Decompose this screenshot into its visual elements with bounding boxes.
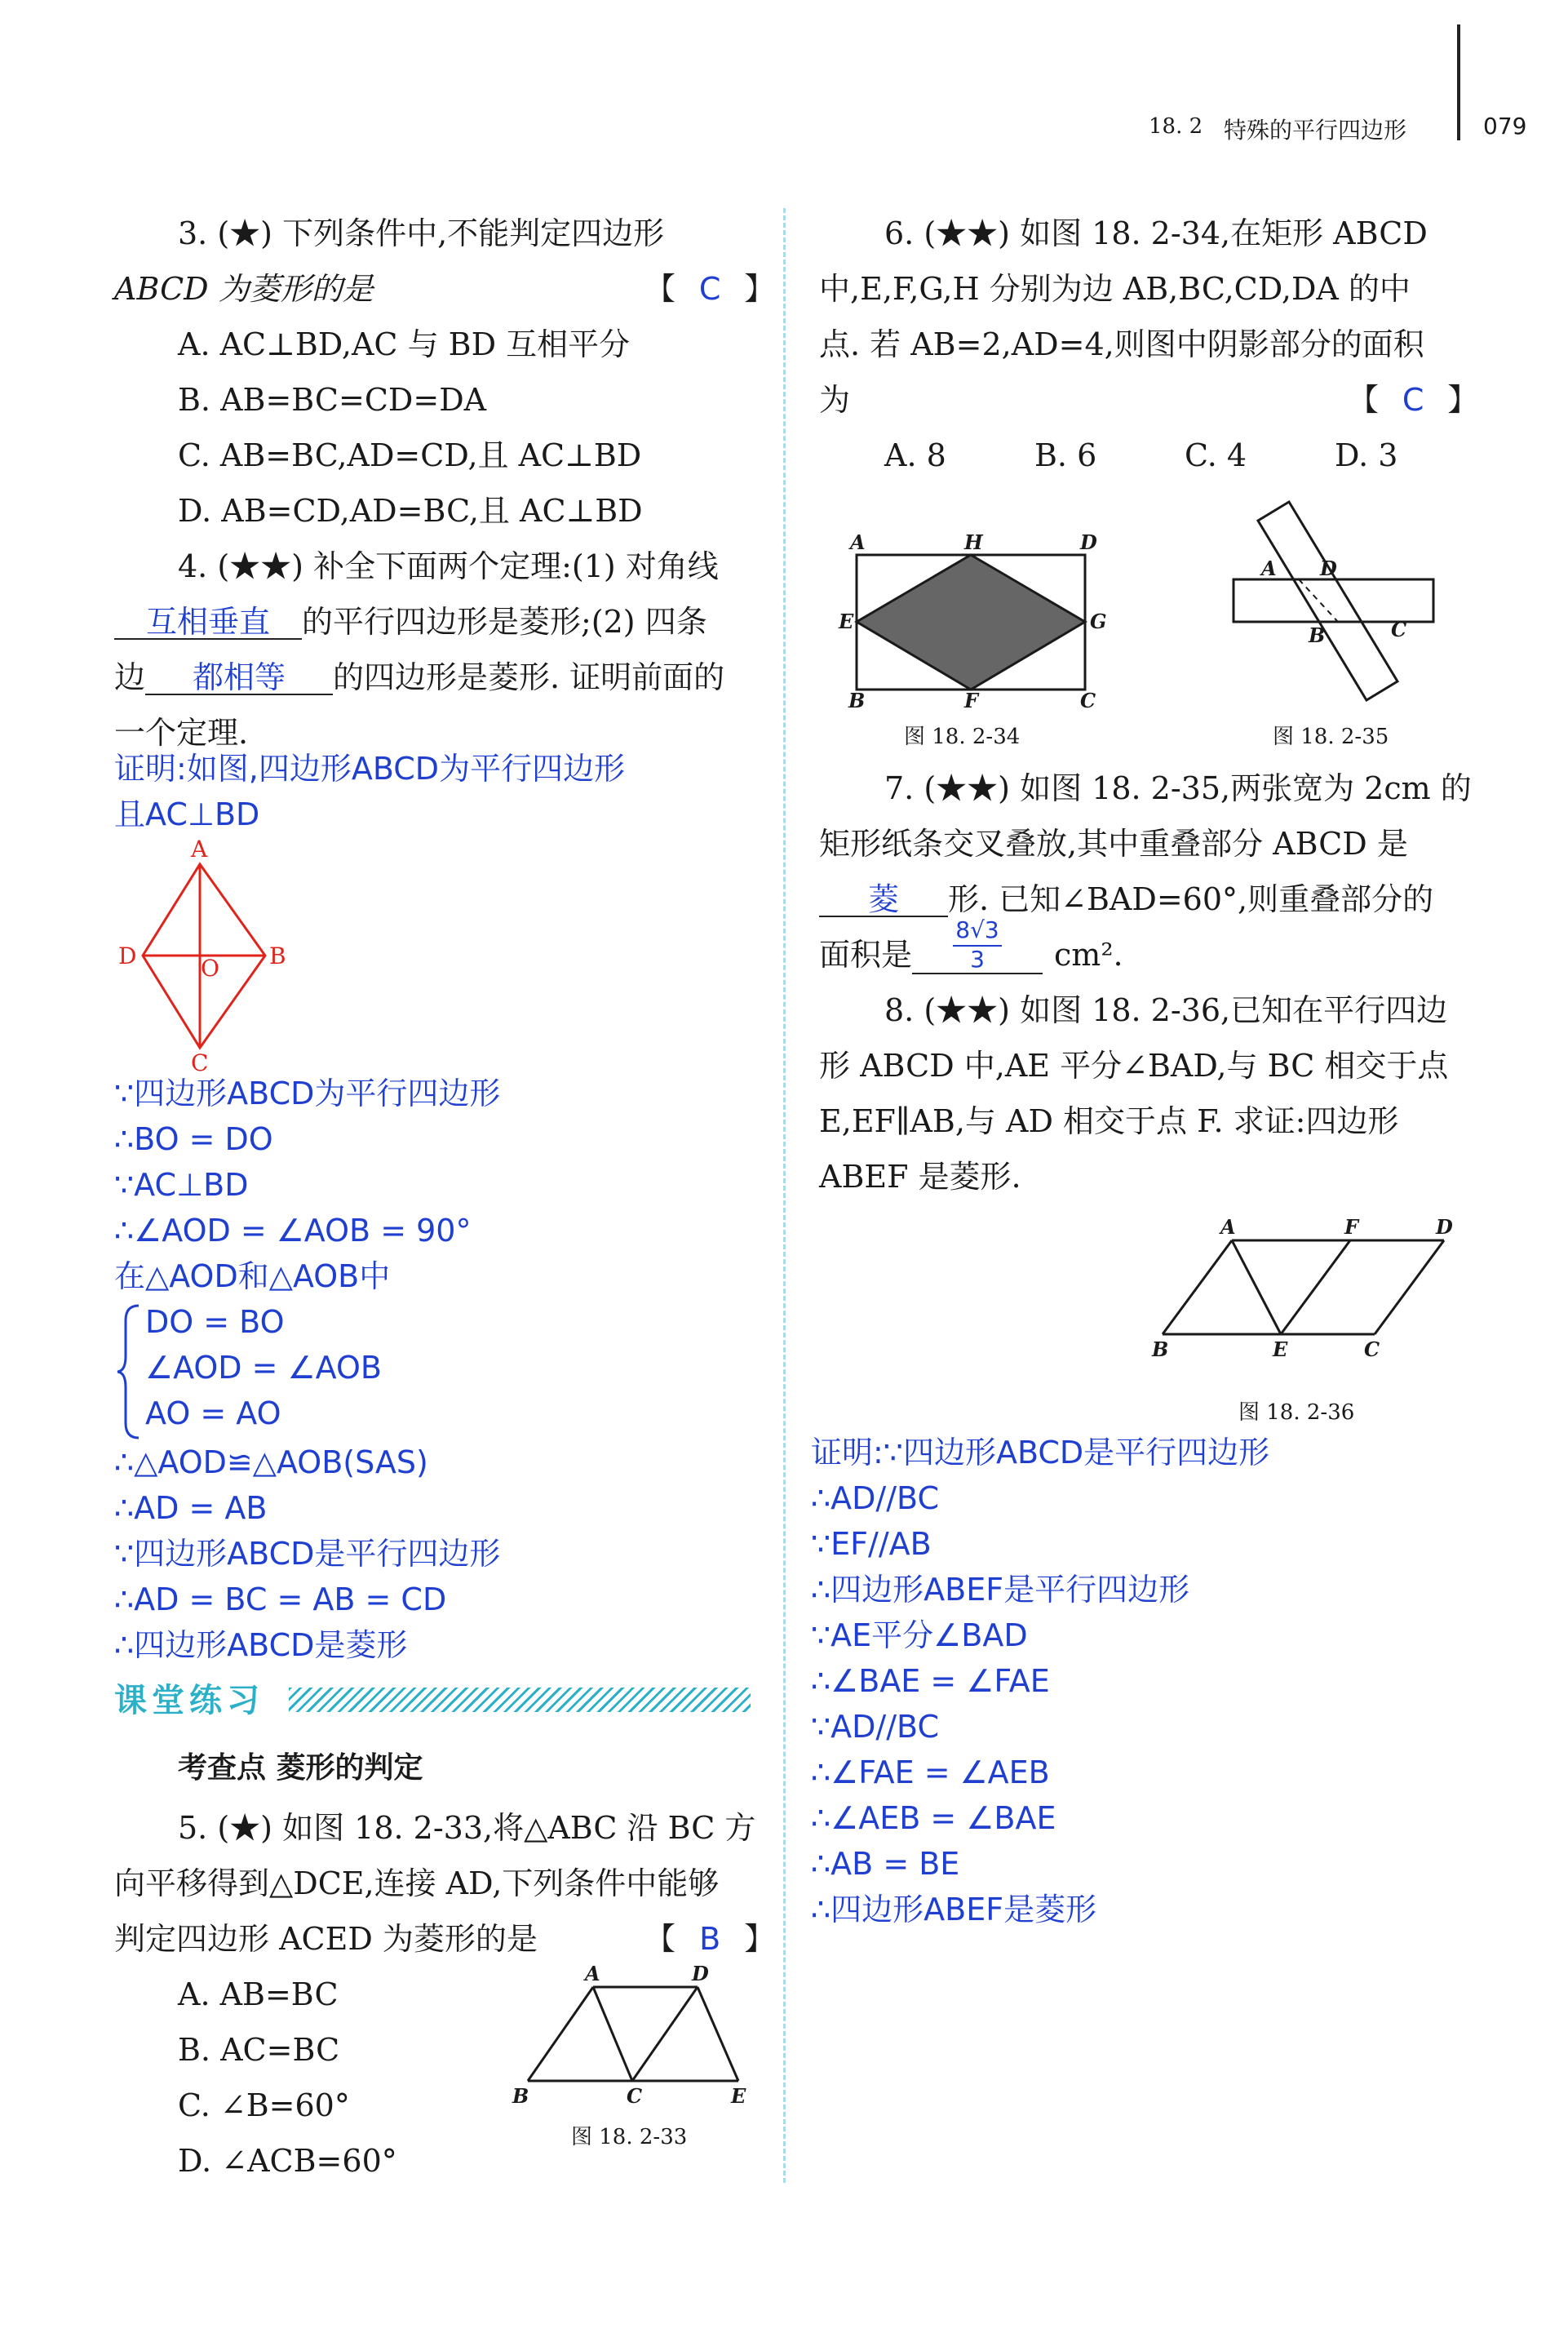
q8-proof-line-7: ∵AD//BC (811, 1709, 939, 1745)
label-c: C (1364, 1337, 1380, 1361)
label-e: E (731, 2084, 746, 2105)
q6-stem-3: 点. 若 AB=2,AD=4,则图中阴影部分的面积 (819, 326, 1424, 362)
q4-rhombus-figure (114, 837, 294, 1074)
label-a: A (191, 837, 208, 863)
q6-stem-4: 为 (819, 382, 851, 418)
bracket-left: 【 (644, 271, 676, 307)
q6-answer: C (1402, 382, 1424, 418)
q3-stem-1: 3. (★) 下列条件中,不能判定四边形 (178, 215, 665, 251)
diagonal-dashed (1299, 579, 1338, 622)
q4-proof-end-4: ∴AD = BC = AB = CD (114, 1581, 447, 1617)
label-a: A (585, 1963, 600, 1985)
label-d: D (1436, 1216, 1453, 1239)
label-c: C (1391, 618, 1407, 641)
q7-fraction-numerator: 8√3 (955, 916, 999, 943)
q8-proof-line-4: ∴四边形ABEF是平行四边形 (811, 1572, 1190, 1608)
q4-proof-line-5: 在△AOD和△AOB中 (114, 1258, 391, 1294)
fig-18-2-33-caption: 图 18. 2-33 (571, 2125, 688, 2149)
q7-blank-1 (819, 883, 948, 917)
q5-option-c: C. ∠B=60° (178, 2087, 350, 2123)
q4-blank-2-answer: 都相等 (193, 659, 286, 695)
q4-brace (114, 1302, 144, 1441)
label-d: D (692, 1963, 709, 1985)
q4-proof-end-3: ∵四边形ABCD是平行四边形 (114, 1536, 501, 1572)
q4-stem-2-line (114, 594, 707, 650)
label-d: D (118, 943, 137, 969)
shaded-rhombus (857, 555, 1085, 690)
label-c: C (1080, 689, 1096, 710)
label-e: E (1273, 1337, 1288, 1361)
q3-option-a: A. AC⊥BD,AC 与 BD 互相平分 (178, 326, 631, 362)
q4-blank-2 (145, 661, 333, 695)
q7-blank-2 (912, 917, 1043, 974)
q6-option-a: A. 8 (884, 437, 946, 473)
q8-proof-line-10: ∴AB = BE (811, 1846, 960, 1882)
bracket-left: 【 (644, 1921, 676, 1957)
bracket-right: 】 (744, 271, 776, 307)
label-b: B (848, 689, 866, 710)
q5-option-a: A. AB=BC (178, 1976, 339, 2012)
q5-option-b: B. AC=BC (178, 2032, 340, 2068)
strip-diagonal (1258, 502, 1397, 700)
q5-option-d: D. ∠ACB=60° (178, 2143, 397, 2179)
q4-brace-line-1: DO = BO (145, 1304, 285, 1340)
q8-proof-line-3: ∵EF//AB (811, 1526, 932, 1562)
header-rule (1457, 24, 1460, 140)
label-f: F (1344, 1216, 1359, 1239)
q5-stem-3: 判定四边形 ACED 为菱形的是 (114, 1921, 538, 1957)
q4-proof-line-2: ∴BO = DO (114, 1121, 273, 1157)
banner-title: 课堂练习 (114, 1682, 264, 1719)
q3-stem-2: ABCD 为菱形的是 (114, 271, 374, 307)
q7-stem-3-line (819, 872, 1433, 927)
q4-stem-4: 一个定理. (114, 715, 249, 751)
q5-answer-bracket (644, 1911, 775, 1967)
q8-proof-line-9: ∴∠AEB = ∠BAE (811, 1800, 1056, 1836)
fig-18-2-35 (1216, 498, 1452, 702)
q4-stem-3a: 边 (114, 659, 146, 695)
q8-stem-3: E,EF∥AB,与 AD 相交于点 F. 求证:四边形 (819, 1103, 1399, 1139)
label-a: A (1261, 557, 1277, 580)
q6-stem-1: 6. (★★) 如图 18. 2-34,在矩形 ABCD (884, 215, 1428, 251)
q8-proof-line-2: ∴AD//BC (811, 1480, 939, 1516)
banner-hatch (289, 1688, 751, 1712)
label-a: A (850, 534, 866, 554)
fig-18-2-34-caption: 图 18. 2-34 (904, 725, 1021, 749)
q4-proof-end-5: ∴四边形ABCD是菱形 (114, 1627, 408, 1663)
q6-option-d: D. 3 (1335, 437, 1398, 473)
label-e: E (839, 610, 854, 633)
label-c: C (627, 2084, 643, 2105)
q4-proof-intro-1: 证明:如图,四边形ABCD为平行四边形 (114, 751, 626, 787)
fig-18-2-34 (832, 534, 1110, 710)
q4-blank-1 (114, 605, 302, 640)
q3-answer-bracket (644, 261, 775, 317)
bracket-right: 】 (1447, 382, 1479, 418)
q4-blank-1-answer: 互相垂直 (145, 604, 270, 640)
label-f: F (964, 689, 979, 710)
q4-stem-1: 4. (★★) 补全下面两个定理:(1) 对角线 (178, 548, 719, 584)
q7-stem-4a: 面积是 (819, 937, 913, 973)
q8-proof-line-6: ∴∠BAE = ∠FAE (811, 1663, 1050, 1699)
q4-proof-intro-2: 且AC⊥BD (114, 796, 260, 832)
fig-18-2-35-caption: 图 18. 2-35 (1273, 725, 1389, 749)
q4-stem-3-line (114, 650, 724, 705)
label-c: C (191, 1049, 209, 1074)
section-number: 18. 2 (1149, 114, 1203, 139)
q7-blank-1-answer: 菱 (867, 881, 899, 917)
q6-option-b: B. 6 (1034, 437, 1097, 473)
q3-option-b: B. AB=BC=CD=DA (178, 382, 487, 418)
q4-brace-line-2: ∠AOD = ∠AOB (145, 1350, 382, 1386)
q8-proof-line-1: 证明:∵四边形ABCD是平行四边形 (811, 1435, 1270, 1470)
q4-stem-2: 的平行四边形是菱形;(2) 四条 (302, 604, 707, 640)
bracket-left: 【 (1348, 382, 1380, 418)
q7-stem-1: 7. (★★) 如图 18. 2-35,两张宽为 2cm 的 (884, 770, 1472, 806)
section-title: 特殊的平行四边形 (1224, 117, 1407, 144)
q3-option-c: C. AB=BC,AD=CD,且 AC⊥BD (178, 437, 642, 473)
q4-proof-line-1: ∵四边形ABCD为平行四边形 (114, 1076, 501, 1111)
q7-stem-2: 矩形纸条交叉叠放,其中重叠部分 ABCD 是 (819, 826, 1408, 862)
label-b: B (512, 2084, 529, 2105)
q6-answer-bracket (1348, 372, 1478, 428)
q4-brace-line-3: AO = AO (145, 1395, 281, 1431)
column-divider (783, 208, 786, 2183)
q7-stem-4b: cm². (1054, 937, 1123, 973)
q8-proof-line-5: ∵AE平分∠BAD (811, 1617, 1028, 1653)
q8-stem-1: 8. (★★) 如图 18. 2-36,已知在平行四边 (884, 992, 1448, 1028)
q5-stem-1: 5. (★) 如图 18. 2-33,将△ABC 沿 BC 方 (178, 1810, 756, 1846)
q6-stem-2: 中,E,F,G,H 分别为边 AB,BC,CD,DA 的中 (819, 271, 1411, 307)
page-number: 079 (1483, 113, 1527, 140)
q5-answer: B (699, 1921, 721, 1957)
label-a: A (1220, 1216, 1236, 1239)
q4-proof-line-3: ∵AC⊥BD (114, 1167, 249, 1203)
q8-stem-4: ABEF 是菱形. (819, 1159, 1021, 1195)
label-o: O (201, 955, 219, 982)
q4-proof-end-2: ∴AD = AB (114, 1490, 268, 1526)
q4-proof-end-1: ∴△AOD≌△AOB(SAS) (114, 1444, 428, 1480)
label-b: B (1152, 1337, 1169, 1361)
label-b: B (269, 943, 286, 969)
q5-stem-2: 向平移得到△DCE,连接 AD,下列条件中能够 (114, 1865, 720, 1901)
label-g: G (1090, 610, 1107, 633)
q8-proof-line-8: ∴∠FAE = ∠AEB (811, 1754, 1050, 1790)
q8-proof-line-11: ∴四边形ABEF是菱形 (811, 1892, 1097, 1927)
label-d: D (1320, 557, 1337, 580)
bracket-right: 】 (744, 1921, 776, 1957)
fig-18-2-33 (506, 1963, 767, 2105)
label-b: B (1309, 623, 1326, 647)
q4-proof-line-4: ∴∠AOD = ∠AOB = 90° (114, 1213, 472, 1249)
q3-option-d: D. AB=CD,AD=BC,且 AC⊥BD (178, 493, 643, 529)
q6-option-c: C. 4 (1185, 437, 1247, 473)
q3-answer: C (698, 271, 721, 307)
strip-horizontal (1234, 579, 1433, 622)
label-d: D (1080, 534, 1097, 554)
q7-stem-3: 形. 已知∠BAD=60°,则重叠部分的 (948, 881, 1434, 917)
practice-point: 考查点 菱形的判定 (178, 1751, 423, 1785)
fig-18-2-36 (1142, 1216, 1468, 1367)
q4-stem-3b: 的四边形是菱形. 证明前面的 (333, 659, 725, 695)
q8-stem-2: 形 ABCD 中,AE 平分∠BAD,与 BC 相交于点 (819, 1048, 1449, 1084)
label-h: H (964, 534, 983, 554)
fig-18-2-36-caption: 图 18. 2-36 (1238, 1400, 1355, 1425)
q7-fraction-denominator: 3 (970, 946, 985, 973)
